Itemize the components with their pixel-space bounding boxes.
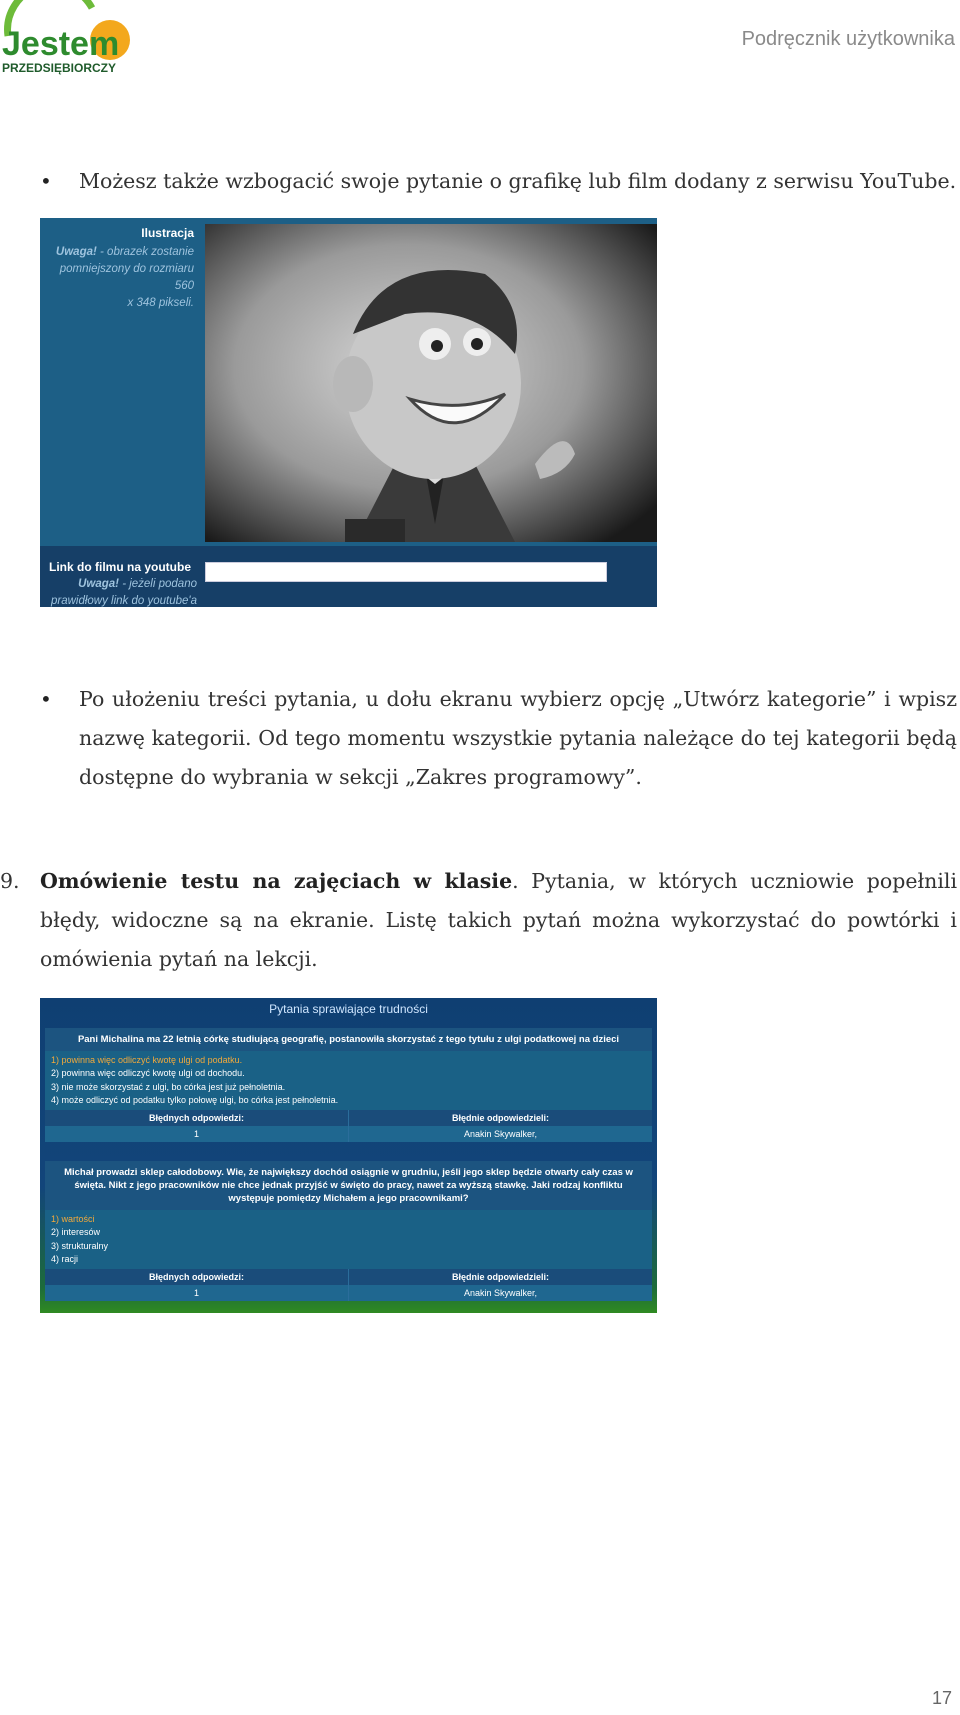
logo-word-przedsiebiorczy: PRZEDSIĘBIORCZY bbox=[2, 61, 117, 75]
section-9-number: 9. bbox=[0, 869, 20, 893]
answer-list bbox=[45, 1051, 652, 1110]
answer-item: 2) powinna więc odliczyć kwotę ulgi od dochodu. bbox=[51, 1068, 245, 1079]
answer-item: 1) powinna więc odliczyć kwotę ulgi od podatku. bbox=[51, 1055, 243, 1065]
illustration-warning: Uwaga! - obrazek zostanie pomniejszony do rozmiaru 560 x 348 pikseli. bbox=[55, 246, 194, 309]
question-card bbox=[45, 1028, 652, 1142]
wrong-count: 1 bbox=[45, 1126, 349, 1142]
answer-list bbox=[45, 1210, 652, 1269]
stats-value-row bbox=[45, 1126, 652, 1142]
youtube-link-label: Link do filmu na youtube bbox=[49, 560, 191, 574]
wrong-users: Anakin Skywalker, bbox=[463, 1288, 538, 1299]
stats-value-row bbox=[45, 1285, 652, 1301]
wrong-users-label: Błędnie odpowiedzieli: bbox=[451, 1272, 549, 1283]
youtube-link-warning: Uwaga! - jeżeli podano prawidłowy link do youtube'a bbox=[50, 578, 197, 607]
logo-word-jestem: Jestem bbox=[2, 25, 120, 63]
section-9 bbox=[0, 862, 957, 979]
question-editor-screenshot bbox=[40, 218, 657, 607]
wrong-count-label: Błędnych odpowiedzi: bbox=[45, 1269, 349, 1285]
header-title: Podręcznik użytkownika bbox=[741, 28, 955, 50]
stats-header-row bbox=[45, 1269, 652, 1285]
stats-header-row bbox=[45, 1110, 652, 1126]
illustration-label: Ilustracja bbox=[141, 226, 194, 240]
answer-item: 1) wartości bbox=[51, 1214, 95, 1224]
section-9-text: . Pytania, w których uczniowie popełnili błędy, widoczne są na ekranie. Listę takich pytań można wykorzystać do powtórki i omówienia pytań na lekcji. bbox=[40, 869, 957, 971]
answer-item: 4) może odliczyć od podatku tylko połowę ulgi, bo córka jest pełnoletnia. bbox=[51, 1094, 339, 1105]
answer-item: 3) strukturalny bbox=[51, 1240, 109, 1251]
question-card bbox=[45, 1161, 652, 1301]
wrong-users-label: Błędnie odpowiedzieli: bbox=[451, 1113, 549, 1124]
page-number: 17 bbox=[931, 1688, 952, 1708]
wrong-count: 1 bbox=[45, 1285, 349, 1301]
question-text: Pani Michalina ma 22 letnią córkę studiującą geografię, postanowiła skorzystać z tego tytułu z ulgi podatkowej na dzieci bbox=[45, 1028, 652, 1051]
wrong-count-label: Błędnych odpowiedzi: bbox=[45, 1110, 349, 1126]
bullet-1: • bbox=[40, 169, 52, 193]
cartoon-businessman-image bbox=[205, 224, 657, 542]
difficult-questions-header: Pytania sprawiające trudności bbox=[269, 1002, 428, 1016]
answer-item: 4) racji bbox=[51, 1253, 79, 1264]
youtube-link-section bbox=[40, 546, 657, 607]
paragraph-1: Możesz także wzbogacić swoje pytanie o grafikę lub film dodany z serwisu YouTube. bbox=[79, 169, 957, 193]
question-text: Michał prowadzi sklep całodobowy. Wie, że największy dochód osiągnie w grudniu, jeśli jego sklep będzie otwarty cały czas w święta. Nikt z jego pracowników nie chce jednak przyjść w święto do pracy, nawet za wyższą stawkę. Jaki rodzaj konfliktu występuje pomiędzy Michałem a jego pracownikami? bbox=[45, 1161, 652, 1210]
jestem-przedsiebiorczy-logo bbox=[0, 0, 135, 78]
wrong-users: Anakin Skywalker, bbox=[463, 1129, 538, 1140]
bullet-2: • bbox=[40, 687, 52, 711]
answer-item: 2) interesów bbox=[51, 1227, 101, 1238]
difficult-questions-screenshot bbox=[40, 998, 657, 1313]
answer-item: 3) nie może skorzystać z ulgi, bo córka jest już pełnoletnia. bbox=[51, 1081, 286, 1092]
youtube-link-input[interactable] bbox=[205, 562, 607, 582]
section-9-title: Omówienie testu na zajęciach w klasie bbox=[40, 869, 513, 893]
paragraph-2: Po ułożeniu treści pytania, u dołu ekranu wybierz opcję „Utwórz kategorie” i wpisz nazwę kategorii. Od tego momentu wszystkie pytania należące do tej kategorii będą dostępne do wybrania w sekcji „Zakres programowy”. bbox=[79, 687, 957, 789]
